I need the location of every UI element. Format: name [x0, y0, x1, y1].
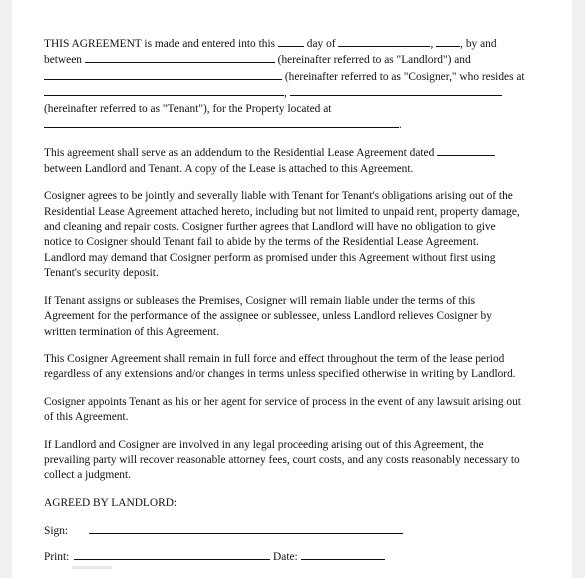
- addendum-paragraph: This agreement shall serve as an addendum to the Residential Lease Agreement dated between Landlord and Tenant. A copy of the Lease is attached to this Agreement.: [44, 145, 556, 177]
- intro-paragraph: [44, 36, 556, 133]
- intro-line-4: ,: [44, 85, 556, 101]
- property-address-blank[interactable]: [44, 117, 399, 128]
- lease-date-blank[interactable]: [437, 145, 495, 156]
- intro-line-1: THIS AGREEMENT is made and entered into this day of , , by and: [44, 38, 497, 50]
- year-blank[interactable]: [436, 36, 460, 47]
- print-name-blank[interactable]: [74, 549, 270, 560]
- legal-paragraph: If Landlord and Cosigner are involved in any legal proceeding arising out of this Agreement, the prevailing party will recover reasonable attorney fees, court costs, and any costs reasonably necessary to collect a judgment.: [44, 438, 520, 482]
- cosigner-name-blank[interactable]: [44, 69, 282, 80]
- landlord-name-blank[interactable]: [85, 52, 275, 63]
- page-artifact: [72, 566, 112, 569]
- print-row: Print: Date:: [44, 549, 556, 565]
- intro-line-5: (hereinafter referred to as "Tenant"), for the Property located at: [44, 102, 332, 115]
- agreement-body: [44, 36, 556, 574]
- tenant-name-blank[interactable]: [290, 85, 502, 96]
- month-blank[interactable]: [338, 36, 430, 47]
- assignment-paragraph: If Tenant assigns or subleases the Premises, Cosigner will remain liable under the terms of this Agreement for the performance of the assignee or sublessee, unless Landlord relieves Cosigner by written termination of this Agreement.: [44, 294, 492, 338]
- sign-row: Sign:: [44, 523, 556, 539]
- date-blank[interactable]: [301, 549, 385, 560]
- agreed-by-landlord-heading: AGREED BY LANDLORD:: [44, 496, 178, 509]
- intro-line-6: .: [44, 117, 556, 133]
- day-blank[interactable]: [278, 36, 304, 47]
- liability-paragraph: Cosigner agrees to be jointly and severally liable with Tenant for Tenant's obligations arising out of the Residential Lease Agreement attached hereto, including but not limited to unpaid rent, property damage, and cleaning and repair costs. Cosigner further agrees that Landlord will have no obligation to give notice to Cosigner should Tenant fail to abide by the terms of the Residential Lease Agreement. Landlord may demand that Cosigner perform as promised under this Agreement without first using Tenant's security deposit.: [44, 190, 520, 280]
- intro-line-2: between (hereinafter referred to as "Landlord") and: [44, 54, 471, 67]
- document-page: [12, 0, 572, 578]
- term-paragraph: This Cosigner Agreement shall remain in full force and effect throughout the term of the lease period regardless of any extensions and/or changes in terms unless specified otherwise in writing by Landlord.: [44, 352, 516, 381]
- intro-line-3: (hereinafter referred to as "Cosigner," who resides at: [44, 69, 556, 85]
- agent-paragraph: Cosigner appoints Tenant as his or her agent for service of process in the event of any lawsuit arising out of this Agreement.: [44, 395, 521, 424]
- signature-blank[interactable]: [89, 523, 403, 534]
- cosigner-address-blank[interactable]: [44, 85, 284, 96]
